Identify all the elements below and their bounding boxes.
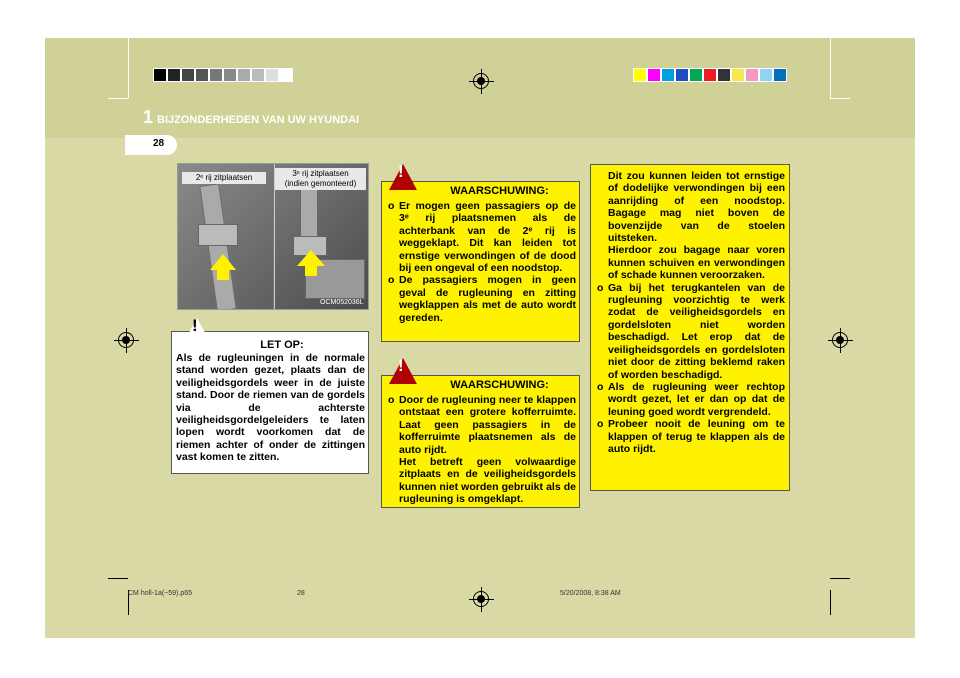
warning-3-intro: Dit zou kunnen leiden tot ernstige of dodelijke verwondingen bij een aanrijding of een noodstop. Bagage mag niet boven de bovenzijde van de stoelen uitsteken. [608, 170, 785, 245]
color-swatch [265, 68, 279, 82]
warning-1-item-text: De passagiers mogen in geen geval de rugleuning en zitting wegklappen als met de auto wordt gereden. [399, 274, 576, 324]
color-bar-right [633, 68, 787, 82]
registration-mark-icon [118, 332, 134, 348]
exclamation-icon: ! [192, 316, 198, 335]
color-swatch [153, 68, 167, 82]
warning-3-item-text: Ga bij het terugkantelen van de rugleuning voorzichtig te werk zodat de veiligheidsgordels en gordelsloten niet worden beschadigd. Let erop dat de veiligheidsgordels en gordelsloten niet door de zitting beklemd raken of worden beschadigd. [608, 281, 785, 381]
page-number-tab [125, 135, 177, 155]
warning-3-item-text: Als de rugleuning weer rechtop wordt gezet, let er dan op dat de leuning goed wordt vergrendeld. [608, 380, 785, 418]
bullet: o [597, 418, 604, 431]
crop-mark [830, 578, 850, 579]
warning-3-intro-2: Hierdoor zou bagage naar voren kunnen schuiven en verwondingen of schade kunnen veroorzaken. [608, 244, 785, 282]
warning-3-item [597, 381, 785, 418]
bullet: o [388, 274, 395, 287]
color-swatch [279, 68, 293, 82]
warning-1-item-text: Er mogen geen passagiers op de 3ᵉ rij plaatsnemen als de achterbank van de 2ᵉ rij is weggeklapt. Dit kan leiden tot ernstige verwondingen of de dood bij een ongeval of een noodstop. [399, 200, 576, 275]
exclamation-icon: ! [398, 162, 404, 181]
warning-2-continuation: Het betreft geen volwaardige zitplaats en de veiligheidsgordels kunnen niet worden gebruikt als de rugleuning is omgeklapt. [399, 456, 576, 506]
figure-label-third-row [275, 168, 366, 190]
color-swatch [689, 68, 703, 82]
warning-1-title: WAARSCHUWING: [450, 185, 549, 197]
color-swatch [745, 68, 759, 82]
color-swatch [661, 68, 675, 82]
footer-timestamp: 5/20/2008, 8:38 AM [560, 590, 621, 597]
color-swatch [731, 68, 745, 82]
warning-3-item [597, 282, 785, 381]
warning-2-item-text: Door de rugleuning neer te klappen ontstaat een grotere kofferruimte. Laat geen passagiers in de kofferruimte plaatsnemen als de auto rijdt. [399, 394, 576, 456]
note-box [171, 316, 369, 474]
color-swatch [223, 68, 237, 82]
registration-mark-icon [473, 73, 489, 89]
warning-3-item-text: Probeer nooit de leuning om te klappen of terug te klappen als de auto rijdt. [608, 418, 785, 455]
warning-2-item [388, 394, 576, 456]
color-swatch [195, 68, 209, 82]
color-swatch [675, 68, 689, 82]
belt-guide [198, 224, 238, 246]
chapter-header [143, 107, 359, 128]
footer-file: CM holl-1a(~59).p65 [128, 590, 193, 597]
figure-label-second-row: 2ᵉ rij zitplaatsen [182, 172, 266, 184]
note-title: LET OP: [260, 339, 304, 351]
arrow-icon [297, 250, 325, 266]
second-row-photo [178, 164, 273, 310]
arrow-icon-stem [217, 270, 229, 280]
bullet: o [388, 200, 395, 212]
color-swatch [773, 68, 787, 82]
seat-belt-figure [177, 163, 369, 310]
figure-code: OCM052036L [320, 299, 364, 306]
color-swatch [703, 68, 717, 82]
warning-2-list [388, 394, 576, 506]
registration-mark-icon [832, 332, 848, 348]
crop-mark [128, 38, 129, 98]
color-swatch [759, 68, 773, 82]
color-swatch [209, 68, 223, 82]
warning-1-item [388, 200, 576, 274]
warning-box-2 [381, 356, 580, 508]
warning-box-1 [381, 162, 580, 342]
page-number: 28 [153, 138, 165, 149]
figure-label-third-row-line1: 3ᵉ rij zitplaatsen [292, 169, 349, 178]
color-swatch [717, 68, 731, 82]
warning-1-item [388, 274, 576, 324]
crop-mark [830, 38, 831, 98]
crop-mark [108, 98, 128, 99]
warning-1-list [388, 200, 576, 324]
exclamation-icon: ! [398, 356, 404, 375]
chapter-number: 1 [143, 107, 154, 127]
figure-label-third-row-line2: (indien gemonteerd) [284, 179, 357, 188]
bullet: o [388, 394, 395, 406]
warning-box-3 [590, 164, 790, 491]
color-swatch [181, 68, 195, 82]
belt-strap [199, 183, 236, 310]
warning-2-title: WAARSCHUWING: [450, 379, 549, 391]
crop-mark [830, 590, 831, 615]
color-swatch [167, 68, 181, 82]
warning-3-item [597, 418, 785, 455]
crop-mark [830, 98, 850, 99]
arrow-icon-stem [305, 266, 317, 276]
color-bar-left [153, 68, 293, 82]
registration-mark-icon [473, 591, 489, 607]
bullet: o [597, 281, 604, 294]
chapter-title: BIJZONDERHEDEN VAN UW HYUNDAI [157, 114, 360, 126]
bullet: o [597, 380, 604, 393]
color-swatch [251, 68, 265, 82]
color-swatch [633, 68, 647, 82]
crop-mark [108, 578, 128, 579]
footer-page: 28 [297, 590, 305, 597]
note-body: Als de rugleuningen in de normale stand worden gezet, plaats dan de veiligheidsgordels weer in de juiste stand. Door de riemen van de gordels via de achterste veiligheidsgordelgeleiders te laten lopen wordt voorkomen dat de riemen achter of onder de zittingen vast komen te zitten. [176, 352, 365, 464]
arrow-icon [210, 254, 236, 270]
color-swatch [647, 68, 661, 82]
color-swatch [237, 68, 251, 82]
warning-3-content [597, 170, 785, 455]
